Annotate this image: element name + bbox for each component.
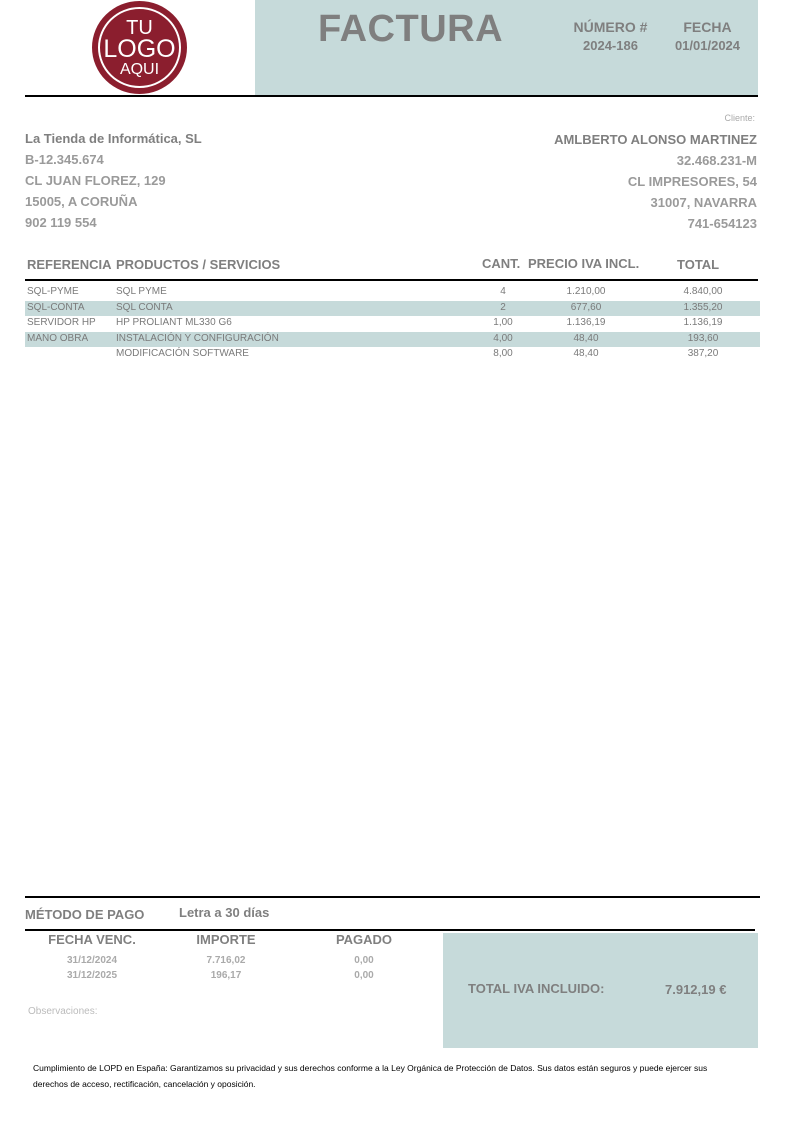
cell-price: 677,60 [570,301,602,313]
lopd-notice [33,1060,758,1092]
client-address: CL IMPRESORES, 54 [627,174,757,189]
client-city: 31007, NAVARRA [650,195,757,210]
cell-qty: 4,00 [493,332,513,344]
amount-header: IMPORTE [196,932,256,947]
cell-ref: MANO OBRA [27,332,89,344]
amount-cell: 7.716,02 [206,955,246,966]
table-row [25,347,760,363]
cell-price: 1.210,00 [566,286,606,297]
logo-text-line2: LOGO [103,35,176,63]
table-header-divider [25,279,758,281]
items-table-body [25,285,760,363]
logo-text-line1: TU [126,17,153,39]
invoice-date-label: FECHA [683,19,732,35]
cell-qty: 4 [500,286,506,297]
table-row [25,301,760,317]
client-block [554,129,757,234]
cell-qty: 1,00 [493,317,513,328]
lopd-line2: derechos de acceso, rectificación, cancelación y oposición. [33,1079,256,1089]
payment-divider-mid [25,929,755,931]
invoice-number-value: 2024-186 [583,38,638,53]
payment-divider-top [25,896,760,898]
seller-address: CL JUAN FLOREZ, 129 [25,173,166,188]
lopd-line1: Cumplimiento de LOPD en España: Garantizamos su privacidad y sus derechos conforme a la Ley Orgánica de Protección de Datos. Sus datos están seguros y puede ejercer sus [33,1063,708,1073]
observations-label: Observaciones: [28,1006,98,1017]
client-caption: Cliente: [724,113,755,123]
invoice-number-label: NÚMERO # [573,19,648,35]
table-row [25,316,760,332]
cell-price: 48,40 [573,348,599,359]
cell-ref: SQL-CONTA [27,301,85,313]
total-value: 7.912,19 € [665,982,727,997]
table-row [25,285,760,301]
client-phone: 741-654123 [687,216,757,231]
paid-cell: 0,00 [354,970,374,981]
col-header-qty: CANT. [482,256,521,271]
client-name: AMLBERTO ALONSO MARTINEZ [554,132,757,147]
seller-name: La Tienda de Informática, SL [25,131,202,146]
invoice-title: FACTURA [318,8,504,50]
seller-tax-id: B-12.345.674 [25,152,104,167]
cell-product: SQL PYME [116,286,167,297]
col-header-ref: REFERENCIA [27,257,112,272]
logo-text-line3: AQUI [119,61,160,78]
cell-qty: 8,00 [493,348,513,359]
col-header-product: PRODUCTOS / SERVICIOS [116,257,281,272]
cell-ref: SERVIDOR HP [27,317,96,328]
cell-ref: SQL-PYME [27,286,79,297]
seller-block [25,128,202,233]
header-divider [25,95,758,97]
cell-product: INSTALACIÓN Y CONFIGURACIÓN [116,332,279,344]
invoice-date-value: 01/01/2024 [674,38,741,53]
table-row [25,332,760,348]
cell-total: 193,60 [687,332,719,344]
due-date-header: FECHA VENC. [48,932,136,947]
col-header-price: PRECIO IVA INCL. [528,256,640,271]
cell-price: 48,40 [573,332,599,344]
cell-total: 387,20 [687,348,719,359]
cell-total: 1.355,20 [683,301,723,313]
cell-product: MODIFICACIÓN SOFTWARE [116,348,249,359]
cell-qty: 2 [500,301,506,313]
seller-city: 15005, A CORUÑA [25,194,138,209]
total-label: TOTAL IVA INCLUIDO: [468,981,605,996]
cell-total: 1.136,19 [683,317,723,328]
client-tax-id: 32.468.231-M [676,153,757,168]
cell-total: 4.840,00 [683,286,723,297]
cell-product: SQL CONTA [116,301,173,313]
cell-product: HP PROLIANT ML330 G6 [116,317,232,328]
seller-phone: 902 119 554 [25,215,97,230]
due-date-cell: 31/12/2024 [66,955,118,966]
company-logo [92,1,187,94]
amount-cell: 196,17 [210,970,242,981]
due-date-cell: 31/12/2025 [66,970,118,981]
cell-price: 1.136,19 [566,317,606,328]
paid-cell: 0,00 [354,955,374,966]
paid-header: PAGADO [335,932,393,947]
payment-method-value: Letra a 30 días [179,905,270,920]
payment-method-label: MÉTODO DE PAGO [25,907,145,922]
col-header-total: TOTAL [677,257,720,272]
